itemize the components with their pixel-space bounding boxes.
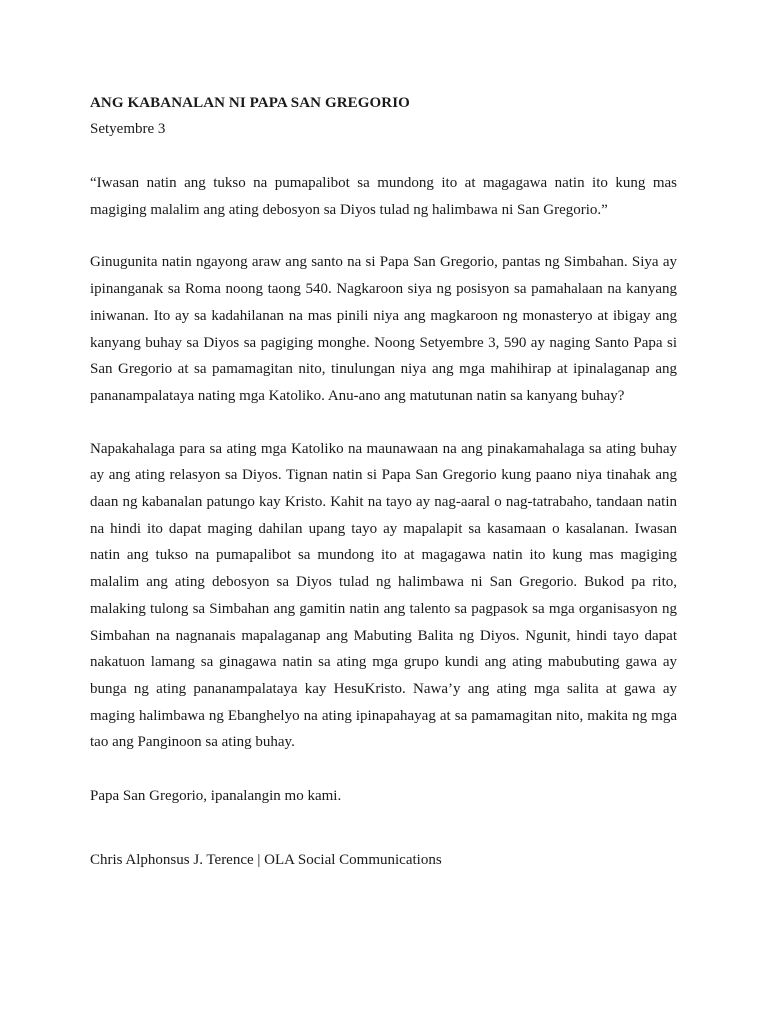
paragraph-reflection: Napakahalaga para sa ating mga Katoliko na maunawaan na ang pinakamahalaga sa ating buhay ay ang ating relasyon sa Diyos. Tignan natin si Papa San Gregorio kung paano niya tinahak ang daan ng kabanalan patungo kay Kristo. Kahit na tayo ay nag-aaral o nag-tatrabaho, tandaan natin na hindi ito dapat maging dahilan upang tayo ay mapalapit sa kasamaan o kasalanan. Iwasan natin ang tukso na pumapalibot sa mundong ito at magagawa natin ito kung mas magiging malalim ang ating debosyon sa Diyos tulad ng halimbawa ni San Gregorio. Bukod pa rito, malaking tulong sa Simbahan ang gamitin natin ang talento sa pagpasok sa mga organisasyon ng Simbahan na nagnanais mapalaganap ang Mabuting Balita ng Diyos. Ngunit, hindi tayo dapat nakatuon lamang sa ginagawa natin sa ating mga grupo kundi ang ating mabubuting gawa ay bunga ng ating pananampalataya kay HesuKristo. Nawa’y ang ating mga salita at gawa ay maging halimbawa ng Ebanghelyo na ating ipinapahayag at sa pamamagitan nito, makita ng mga tao ang Panginoon sa ating buhay. [90,440,677,751]
document-date: Setyembre 3 [90,121,166,137]
author-signature: Chris Alphonsus J. Terence | OLA Social Communications [90,851,442,868]
document-title: ANG KABANALAN NI PAPA SAN GREGORIO [90,95,410,111]
closing-prayer: Papa San Gregorio, ipanalangin mo kami. [90,788,342,805]
paragraph-biography: Ginugunita natin ngayong araw ang santo na si Papa San Gregorio, pantas ng Simbahan. Siya ay ipinanganak sa Roma noong taong 540. Nagkaroon siya ng posisyon sa pamahalaan na kanyang iniwanan. Ito ay sa kadahilanan na mas pinili niya ang magkaroon ng monasteryo at ibigay ang kanyang buhay sa Diyos sa pagiging monghe. Noong Setyembre 3, 590 ay naging Santo Papa si San Gregorio at sa pamamagitan nito, tinulungan niya ang mga mahihirap at ipinalaganap ang pananampalataya nating mga Katoliko. Anu-ano ang matutunan natin sa kanyang buhay? [90,254,677,404]
document-page [90,92,677,873]
opening-quote: “Iwasan natin ang tukso na pumapalibot sa mundong ito at magagawa natin ito kung mas magiging malalim ang ating debosyon sa Diyos tulad ng halimbawa ni San Gregorio.” [90,175,677,218]
